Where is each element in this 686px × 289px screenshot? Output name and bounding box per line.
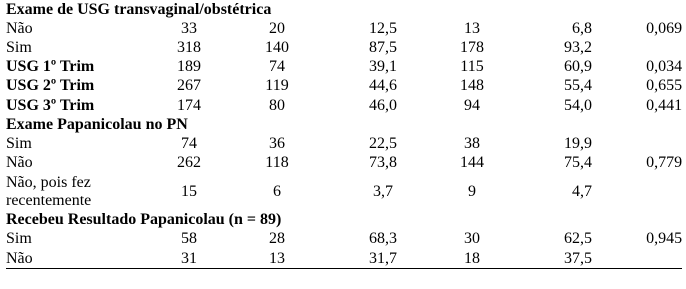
cell-group-a-count: 20 [269, 19, 285, 37]
cell-group-b-count: 38 [464, 134, 480, 152]
row-label: Não [6, 249, 158, 269]
cell-group-b-count: 18 [432, 249, 512, 269]
cell-p-value [592, 38, 682, 57]
cell-group-b-percent: 60,9 [564, 58, 592, 76]
cell-total: 58 [181, 230, 197, 248]
cell-group-a-percent: 73,8 [369, 154, 397, 172]
table-row [6, 19, 682, 38]
cell-group-a-percent: 12,5 [369, 19, 397, 37]
cell-group-a-count: 140 [265, 38, 289, 56]
cell-p-value: 0,655 [646, 77, 683, 95]
cell-group-a-count: 118 [265, 154, 289, 172]
cell-total: 262 [177, 154, 201, 172]
section-row [6, 0, 682, 19]
cell-p-value [592, 134, 682, 153]
row-label: USG 2º Trim [6, 77, 95, 95]
cell-group-b-percent: 6,8 [572, 19, 592, 37]
cell-group-b-count: 144 [460, 154, 484, 172]
cell-group-a-count: 74 [269, 58, 285, 76]
cell-group-b-count: 178 [460, 38, 484, 56]
row-label-line: recentemente [6, 191, 92, 209]
cell-group-a-percent: 3,7 [373, 182, 393, 200]
cell-group-a-count: 28 [269, 230, 285, 248]
cell-p-value: 0,441 [646, 96, 683, 114]
table-row [6, 154, 682, 173]
cell-group-b-percent: 19,9 [564, 134, 592, 152]
cell-group-b-percent: 62,5 [564, 230, 592, 248]
table-row [6, 249, 682, 269]
table-row [6, 38, 682, 57]
row-label-line: Não, pois fez [6, 173, 91, 191]
cell-group-b-percent: 54,0 [564, 96, 592, 114]
row-label: Sim [6, 134, 32, 152]
table-row [6, 230, 682, 249]
cell-group-b-percent: 55,4 [564, 77, 592, 95]
table-body [6, 0, 682, 269]
cell-group-a-percent: 39,1 [369, 58, 397, 76]
row-label [6, 173, 158, 211]
cell-p-value: 0,945 [646, 230, 683, 248]
cell-p-value [592, 173, 682, 211]
cell-group-a-percent: 31,7 [334, 249, 432, 269]
cell-group-b-count: 94 [464, 96, 480, 114]
cell-total: 74 [181, 134, 197, 152]
cell-total: 318 [177, 38, 201, 56]
cell-total: 267 [177, 77, 201, 95]
data-table [6, 0, 682, 269]
section-row [6, 115, 682, 134]
cell-p-value [592, 249, 682, 269]
row-label: Sim [6, 38, 32, 56]
cell-total: 31 [158, 249, 220, 269]
cell-group-b-count: 9 [468, 182, 476, 200]
section-title: Exame de USG transvaginal/obstétrica [6, 0, 272, 18]
cell-group-a-percent: 68,3 [369, 230, 397, 248]
table-row [6, 96, 682, 115]
table-row [6, 77, 682, 96]
section-title: Exame Papanicolau no PN [6, 115, 188, 133]
cell-group-a-percent: 22,5 [369, 134, 397, 152]
cell-group-b-percent: 75,4 [564, 154, 592, 172]
cell-p-value: 0,034 [646, 58, 683, 76]
cell-total: 33 [181, 19, 197, 37]
cell-group-b-count: 148 [460, 77, 484, 95]
cell-group-b-percent: 37,5 [512, 249, 592, 269]
row-label: USG 1º Trim [6, 58, 95, 76]
cell-total: 189 [177, 58, 201, 76]
cell-group-a-percent: 87,5 [369, 38, 397, 56]
table-row [6, 173, 682, 211]
cell-p-value: 0,069 [646, 19, 683, 37]
cell-total: 174 [177, 96, 201, 114]
cell-group-b-count: 115 [460, 58, 484, 76]
row-label: Não [6, 154, 33, 172]
cell-group-a-count: 13 [220, 249, 334, 269]
cell-group-b-percent: 4,7 [572, 182, 592, 200]
table-row [6, 134, 682, 153]
table-row [6, 58, 682, 77]
cell-group-a-count: 119 [265, 77, 289, 95]
cell-group-a-count: 36 [269, 134, 285, 152]
cell-group-a-percent: 44,6 [369, 77, 397, 95]
cell-group-a-count: 80 [269, 96, 285, 114]
row-label: USG 3º Trim [6, 96, 95, 114]
cell-p-value: 0,779 [646, 154, 683, 172]
cell-group-a-percent: 46,0 [369, 96, 397, 114]
row-label: Não [6, 19, 33, 37]
section-row [6, 211, 682, 230]
cell-group-a-count: 6 [273, 182, 281, 200]
cell-group-b-count: 13 [464, 19, 480, 37]
section-title: Recebeu Resultado Papanicolau (n = 89) [6, 211, 282, 229]
row-label: Sim [6, 230, 32, 248]
cell-total: 15 [181, 182, 197, 200]
cell-group-b-count: 30 [464, 230, 480, 248]
cell-group-b-percent: 93,2 [564, 38, 592, 56]
